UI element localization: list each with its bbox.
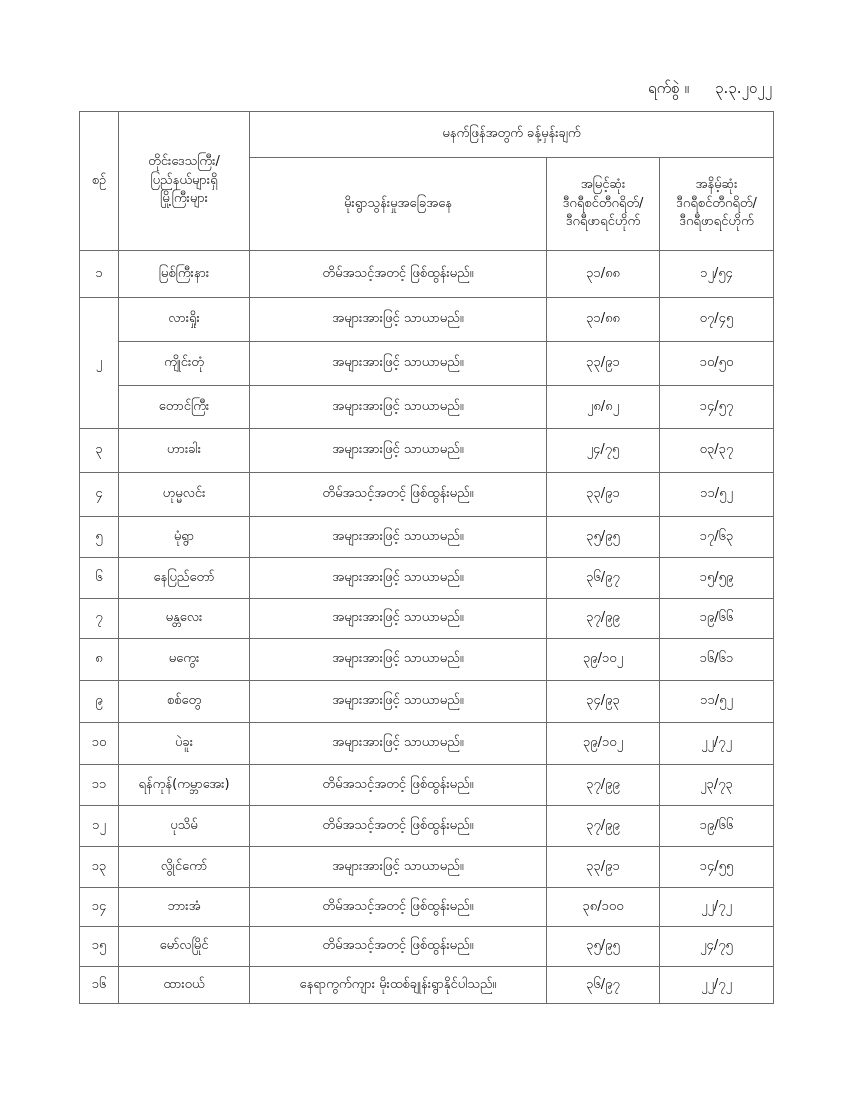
cell-forecast: တိမ်အသင့်အတင့် ဖြစ်ထွန်းမည်။ [250, 473, 547, 517]
cell-max: ၃၇/၉၉ [547, 599, 660, 639]
cell-forecast: နေရာကွက်ကျား မိုးထစ်ချုန်းရွာနိုင်ပါသည်။ [250, 967, 547, 1004]
cell-max: ၃၃/၉၁ [547, 847, 660, 888]
table-row [80, 847, 774, 888]
cell-no: ၃ [80, 429, 119, 473]
cell-no: ၆ [80, 558, 119, 599]
cell-city: ကျိုင်းတုံ [119, 342, 250, 386]
cell-max: ၃၄/၉၃ [547, 681, 660, 723]
cell-min: ၁၇/၆၃ [660, 517, 774, 558]
table-row [80, 681, 774, 723]
header-group: မနက်ဖြန်အတွက် ခန့်မှန်းချက် [250, 112, 774, 158]
cell-max: ၃၆/၉၇ [547, 967, 660, 1004]
table-row [80, 723, 774, 765]
cell-forecast: အများအားဖြင့် သာယာမည်။ [250, 298, 547, 342]
cell-no: ၈ [80, 639, 119, 681]
cell-city: မကွေး [119, 639, 250, 681]
cell-min: ၀၇/၄၅ [660, 298, 774, 342]
table-row [80, 298, 774, 342]
cell-forecast: အများအားဖြင့် သာယာမည်။ [250, 639, 547, 681]
table-row [80, 386, 774, 429]
cell-no: ၁၅ [80, 927, 119, 967]
cell-min: ၁၅/၅၉ [660, 558, 774, 599]
cell-max: ၂၄/၇၅ [547, 429, 660, 473]
cell-no: ၄ [80, 473, 119, 517]
table-row [80, 806, 774, 847]
cell-min: ၂၂/၇၂ [660, 967, 774, 1004]
table-row [80, 765, 774, 806]
table-row [80, 639, 774, 681]
cell-city: လားရှိုး [119, 298, 250, 342]
cell-city: လွိုင်ကော် [119, 847, 250, 888]
cell-min: ၂၄/၇၅ [660, 927, 774, 967]
cell-max: ၃၃/၉၁ [547, 473, 660, 517]
cell-min: ၀၃/၃၇ [660, 429, 774, 473]
cell-max: ၃၅/၉၅ [547, 517, 660, 558]
header-min: အနိမ့်ဆုံး ဒီဂရီစင်တီဂရိတ်/ ဒီဂရီဖာရင်ဟိုက် [660, 158, 774, 251]
cell-no: ၅ [80, 517, 119, 558]
cell-forecast: တိမ်အသင့်အတင့် ဖြစ်ထွန်းမည်။ [250, 765, 547, 806]
date-line [560, 78, 772, 102]
forecast-table [79, 111, 774, 1004]
header-city: တိုင်းဒေသကြီး/ ပြည်နယ်များရှိ မြို့ကြီးများ [119, 112, 250, 251]
cell-forecast: အများအားဖြင့် သာယာမည်။ [250, 723, 547, 765]
table-row [80, 888, 774, 927]
cell-forecast: အများအားဖြင့် သာယာမည်။ [250, 342, 547, 386]
header-max: အမြင့်ဆုံး ဒီဂရီစင်တီဂရိတ်/ ဒီဂရီဖာရင်ဟိုက် [547, 158, 660, 251]
table-row [80, 251, 774, 298]
table-row [80, 429, 774, 473]
cell-max: ၃၅/၉၅ [547, 927, 660, 967]
cell-city: ဟားခါး [119, 429, 250, 473]
cell-forecast: အများအားဖြင့် သာယာမည်။ [250, 847, 547, 888]
cell-no: ၁၄ [80, 888, 119, 927]
cell-city: တောင်ကြီး [119, 386, 250, 429]
cell-max: ၃၆/၉၇ [547, 558, 660, 599]
date-label: ရက်စွဲ ။ [648, 79, 690, 97]
cell-max: ၃၉/၁၀၂ [547, 639, 660, 681]
cell-max: ၃၁/၈၈ [547, 251, 660, 298]
cell-forecast: တိမ်အသင့်အတင့် ဖြစ်ထွန်းမည်။ [250, 251, 547, 298]
cell-min: ၁၁/၅၂ [660, 681, 774, 723]
cell-no: ၁၃ [80, 847, 119, 888]
cell-no: ၉ [80, 681, 119, 723]
cell-max: ၃၉/၁၀၂ [547, 723, 660, 765]
cell-city: ထားဝယ် [119, 967, 250, 1004]
cell-city: ပဲခူး [119, 723, 250, 765]
table-row [80, 473, 774, 517]
cell-max: ၃၈/၁၀၀ [547, 888, 660, 927]
table-row [80, 558, 774, 599]
table-row [80, 342, 774, 386]
cell-min: ၂၂/၇၂ [660, 723, 774, 765]
cell-city: မန္တလေး [119, 599, 250, 639]
cell-city: ပုသိမ် [119, 806, 250, 847]
cell-forecast: အများအားဖြင့် သာယာမည်။ [250, 386, 547, 429]
cell-city: စစ်တွေ [119, 681, 250, 723]
cell-no: ၁၂ [80, 806, 119, 847]
table-row [80, 927, 774, 967]
cell-forecast: အများအားဖြင့် သာယာမည်။ [250, 517, 547, 558]
table-row [80, 599, 774, 639]
cell-city: မုံရွာ [119, 517, 250, 558]
cell-min: ၁၆/၆၁ [660, 639, 774, 681]
cell-max: ၂၈/၈၂ [547, 386, 660, 429]
header-forecast: မိုးရွာသွန်းမှုအခြေအနေ [250, 158, 547, 251]
table-row [80, 967, 774, 1004]
cell-forecast: တိမ်အသင့်အတင့် ဖြစ်ထွန်းမည်။ [250, 806, 547, 847]
cell-min: ၁၄/၅၇ [660, 386, 774, 429]
cell-city: ဘားအံ [119, 888, 250, 927]
cell-city: ဟုမ္မလင်း [119, 473, 250, 517]
cell-no: ၁၆ [80, 967, 119, 1004]
cell-max: ၃၇/၉၉ [547, 806, 660, 847]
cell-min: ၂၂/၇၂ [660, 888, 774, 927]
cell-max: ၃၇/၉၉ [547, 765, 660, 806]
cell-forecast: တိမ်အသင့်အတင့် ဖြစ်ထွန်းမည်။ [250, 927, 547, 967]
cell-forecast: အများအားဖြင့် သာယာမည်။ [250, 599, 547, 639]
cell-no: ၇ [80, 599, 119, 639]
header-no: စဉ် [80, 112, 119, 251]
cell-min: ၁၉/၆၆ [660, 599, 774, 639]
cell-city: နေပြည်တော် [119, 558, 250, 599]
cell-city: ရန်ကုန်(ကမ္ဘာအေး) [119, 765, 250, 806]
cell-city: မြစ်ကြီးနား [119, 251, 250, 298]
cell-min: ၂၃/၇၃ [660, 765, 774, 806]
cell-min: ၁၁/၅၂ [660, 473, 774, 517]
cell-forecast: အများအားဖြင့် သာယာမည်။ [250, 681, 547, 723]
cell-no: ၁၀ [80, 723, 119, 765]
table-row [80, 517, 774, 558]
cell-min: ၁၀/၅၀ [660, 342, 774, 386]
date-value: ၃.၃.၂၀၂၂ [715, 79, 772, 97]
cell-no: ၁ [80, 251, 119, 298]
cell-min: ၁၄/၅၅ [660, 847, 774, 888]
cell-max: ၃၁/၈၈ [547, 298, 660, 342]
cell-min: ၁၉/၆၆ [660, 806, 774, 847]
cell-no: ၁၁ [80, 765, 119, 806]
cell-forecast: အများအားဖြင့် သာယာမည်။ [250, 558, 547, 599]
cell-max: ၃၃/၉၁ [547, 342, 660, 386]
cell-min: ၁၂/၅၄ [660, 251, 774, 298]
cell-forecast: တိမ်အသင့်အတင့် ဖြစ်ထွန်းမည်။ [250, 888, 547, 927]
cell-city: မော်လမြိုင် [119, 927, 250, 967]
cell-forecast: အများအားဖြင့် သာယာမည်။ [250, 429, 547, 473]
cell-no: ၂ [80, 298, 119, 429]
